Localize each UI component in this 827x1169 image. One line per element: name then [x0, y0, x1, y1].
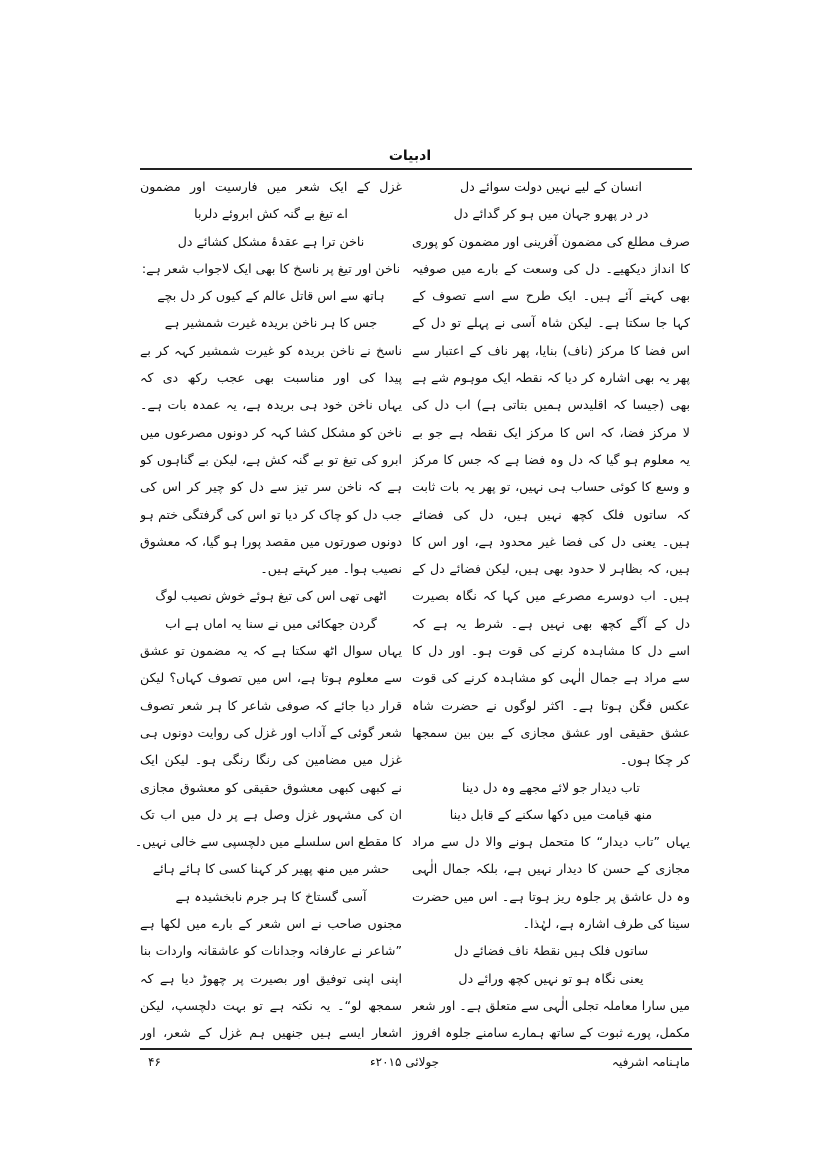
text-line: ان کی مشہور غزل وصل ہے پر دل میں اب تک [140, 806, 402, 822]
text-line: دونوں صورتوں میں مقصد پورا ہو گیا، کہ معشوق [140, 533, 402, 549]
text-line: کر چکا ہوں۔ [619, 752, 690, 768]
text-line: بھی کہتے آئے ہیں۔ ایک طرح سے اسے تصوف کے [412, 288, 690, 304]
text-line: و وسع کا کوئی حساب ہی نہیں، تو پھر یہ بات ثابت [412, 479, 690, 495]
text-line: نے کبھی کبھی معشوق حقیقی کو معشوق مجازی [140, 779, 402, 795]
verse-line: اے تیغ بے گنہ کش ابروئے دلربا [194, 206, 348, 222]
verse-line: تاب دیدار جو لائے مجھے وہ دل دینا [462, 779, 640, 795]
text-line: سے معلوم ہوتا ہے، اس میں تصوف کہاں؟ لیکن [140, 670, 402, 686]
text-line: سمجھ لو“۔ یہ نکتہ ہے تو بہت دلچسپ، لیکن [140, 997, 402, 1013]
text-line: کہا جا سکتا ہے۔ لیکن شاہ آسی نے پہلے تو دل کے [412, 315, 690, 331]
text-line: نصیب ہوا۔ میر کہتے ہیں۔ [260, 561, 402, 577]
text-line: ناسخ نے ناخن بریدہ کو غیرت شمشیر کہہ کر بے [140, 342, 402, 358]
text-line: دل کے آگے کچھ بھی نہیں ہے۔ شرط یہ ہے کہ [412, 615, 690, 631]
text-line: مجازی کے حسن کا دیدار نہیں ہے، بلکہ جمال الٰہی [412, 861, 690, 877]
text-line: قرار دیا جائے کہ صوفی شاعر کا ہر شعر تصوف [140, 697, 402, 713]
text-line: اسے دل کا مشاہدہ کرنے کی قوت ہو۔ اور دل کا [412, 643, 690, 659]
text-line: عشق حقیقی اور عشق مجازی کے بین بین سمجھا [412, 724, 690, 740]
text-line: اس فضا کا مرکز (ناف) بنایا، پھر ناف کے اعتبار سے [412, 342, 690, 358]
text-line: پھر یہ بھی اشارہ کر دیا کہ نقطہ ایک موہوم شے ہے [412, 370, 690, 386]
section-title: ادبیات [388, 148, 432, 164]
text-line: لا مرکز فضا، کہ اس کا مرکز ایک نقطہ ہے جو بے [412, 424, 690, 440]
text-line: اشعار ایسے ہیں جنھیں ہم غزل کے شعر، اور [140, 1025, 402, 1041]
text-line: یہاں ناخن خود ہی بریدہ ہے، یہ عمدہ بات ہے۔ [140, 397, 402, 413]
verse-line: در در پھرو جہان میں ہو کر گدائے دل [453, 206, 649, 222]
text-line: ہیں۔ یعنی دل کی فضا غیر محدود ہے، اور اس کا [412, 533, 690, 549]
verse-line: منھ قیامت میں دکھا سکنے کے قابل دینا [449, 806, 653, 822]
verse-line: گردن جھکائی میں نے سنا یہ اماں ہے اب [165, 615, 377, 631]
verse-line: یعنی نگاہ ہو تو نہیں کچھ ورائے دل [458, 970, 644, 986]
text-line: پیدا کی اور مناسبت بھی عجب رکھ دی کہ [140, 370, 402, 386]
text-line: یہاں ”تاب دیدار“ کا متحمل ہونے والا دل سے مراد [412, 834, 690, 850]
text-line: مجنوں صاحب نے اس شعر کے بارے میں لکھا ہے [140, 916, 402, 932]
footer-rule [140, 1048, 692, 1050]
text-line: یہ معلوم ہو گیا کہ دل وہ فضا ہے کہ جس کا مرکز [412, 451, 690, 467]
page-number: ۴۶ [148, 1055, 161, 1069]
text-line: میں سارا معاملہ تجلی الٰہی سے متعلق ہے۔ اور شعر [412, 997, 690, 1013]
footer-journal-name: ماہنامہ اشرفیہ [611, 1055, 690, 1069]
verse-line: اٹھی تھی اس کی تیغ ہوئے خوش نصیب لوگ [155, 588, 387, 604]
right-column [412, 173, 690, 1047]
verse-line: ناخن اور تیغ پر ناسخ کا بھی ایک لاجواب شعر ہے: [141, 260, 401, 276]
text-line: یہاں سوال اٹھ سکتا ہے کہ یہ مضمون تو عشق [140, 643, 402, 659]
text-line: کہ ساتوں فلک کچھ نہیں ہیں، دل کی فضائے [412, 506, 690, 522]
text-line: سے مراد ہے جمال الٰہی کو مشاہدہ کرنے کی قوت [412, 670, 690, 686]
text-line: ہیں۔ اب دوسرے مصرعے میں کہا کہ نگاہ بصیرت [412, 588, 690, 604]
text-line: جب دل کو چاک کر دیا تو اس کی گرفتگی ختم ہو [140, 506, 402, 522]
verse-line: آسی گستاخ کا ہر جرم نابخشیدہ ہے [175, 888, 367, 904]
text-line: وہ دل عاشق پر جلوہ ریز ہوتا ہے۔ اس میں حضرت [412, 888, 690, 904]
text-line: بھی (جیسا کہ اقلیدس ہمیں بتاتی ہے) اب دل کی [412, 397, 690, 413]
verse-line: ہاتھ سے اس قاتل عالم کے کیوں کر دل بچے [157, 288, 385, 304]
verse-line: کا مقطع اس سلسلے میں دلچسپی سے خالی نہیں۔ [134, 834, 402, 850]
text-line: سینا کی طرف اشارہ ہے، لہٰذا۔ [522, 916, 690, 932]
text-line: شعر گوئی کے آداب اور غزل کی روایت دونوں ہی [140, 724, 402, 740]
text-line: غزل میں مضامین کی رنگا رنگی ہو۔ لیکن ایک [140, 752, 402, 768]
text-line: ابرو کی تیغ تو بے گنہ کش ہے، لیکن بے گناہوں کو [140, 451, 402, 467]
left-column [134, 173, 402, 1047]
text-line: ”شاعر نے عارفانہ وجدانات کو عاشقانہ واردات بنا [140, 943, 402, 959]
text-line: صرف مطلع کی مضمون آفرینی اور مضمون کو پوری [412, 233, 690, 249]
verse-line: جس کا ہر ناخن بریدہ غیرت شمشیر ہے [164, 315, 378, 331]
text-line: کا انداز دیکھیے۔ دل کی وسعت کے بارے میں صوفیہ [412, 260, 690, 276]
text-line: عکس فگن ہوتا ہے۔ اکثر لوگوں نے حضرت شاہ [412, 697, 690, 713]
verse-line: ساتوں فلک ہیں نقطۂ ناف فضائے دل [453, 943, 649, 959]
text-line: ہیں، کہ بظاہر لا حدود بھی ہیں، لیکن فضائے دل کے [412, 561, 690, 577]
header-rule [140, 168, 692, 170]
text-line: ناخن کو مشکل کشا کہہ کر دونوں مصرعوں میں [140, 424, 402, 440]
verse-line: حشر میں منھ پھیر کر کہنا کسی کا ہائے ہائے [152, 861, 390, 877]
verse-line: انسان کے لیے نہیں دولت سوائے دل [459, 179, 643, 194]
text-line: ہے کہ ناخن سر تیز سے دل کو چیر کر اس کی [140, 479, 402, 495]
text-line: اپنی اپنی توفیق اور بصیرت پر چھوڑ دیا ہے کہ [140, 970, 402, 986]
text-line: غزل کے ایک شعر میں فارسیت اور مضمون [140, 179, 402, 194]
footer-date: جولائی ۲۰۱۵ء [370, 1055, 440, 1069]
text-line: مکمل، پورے ثبوت کے ساتھ ہمارے سامنے جلوہ افروز [412, 1025, 690, 1041]
verse-line: ناخن ترا ہے عقدۂ مشکل کشائے دل [177, 233, 365, 249]
